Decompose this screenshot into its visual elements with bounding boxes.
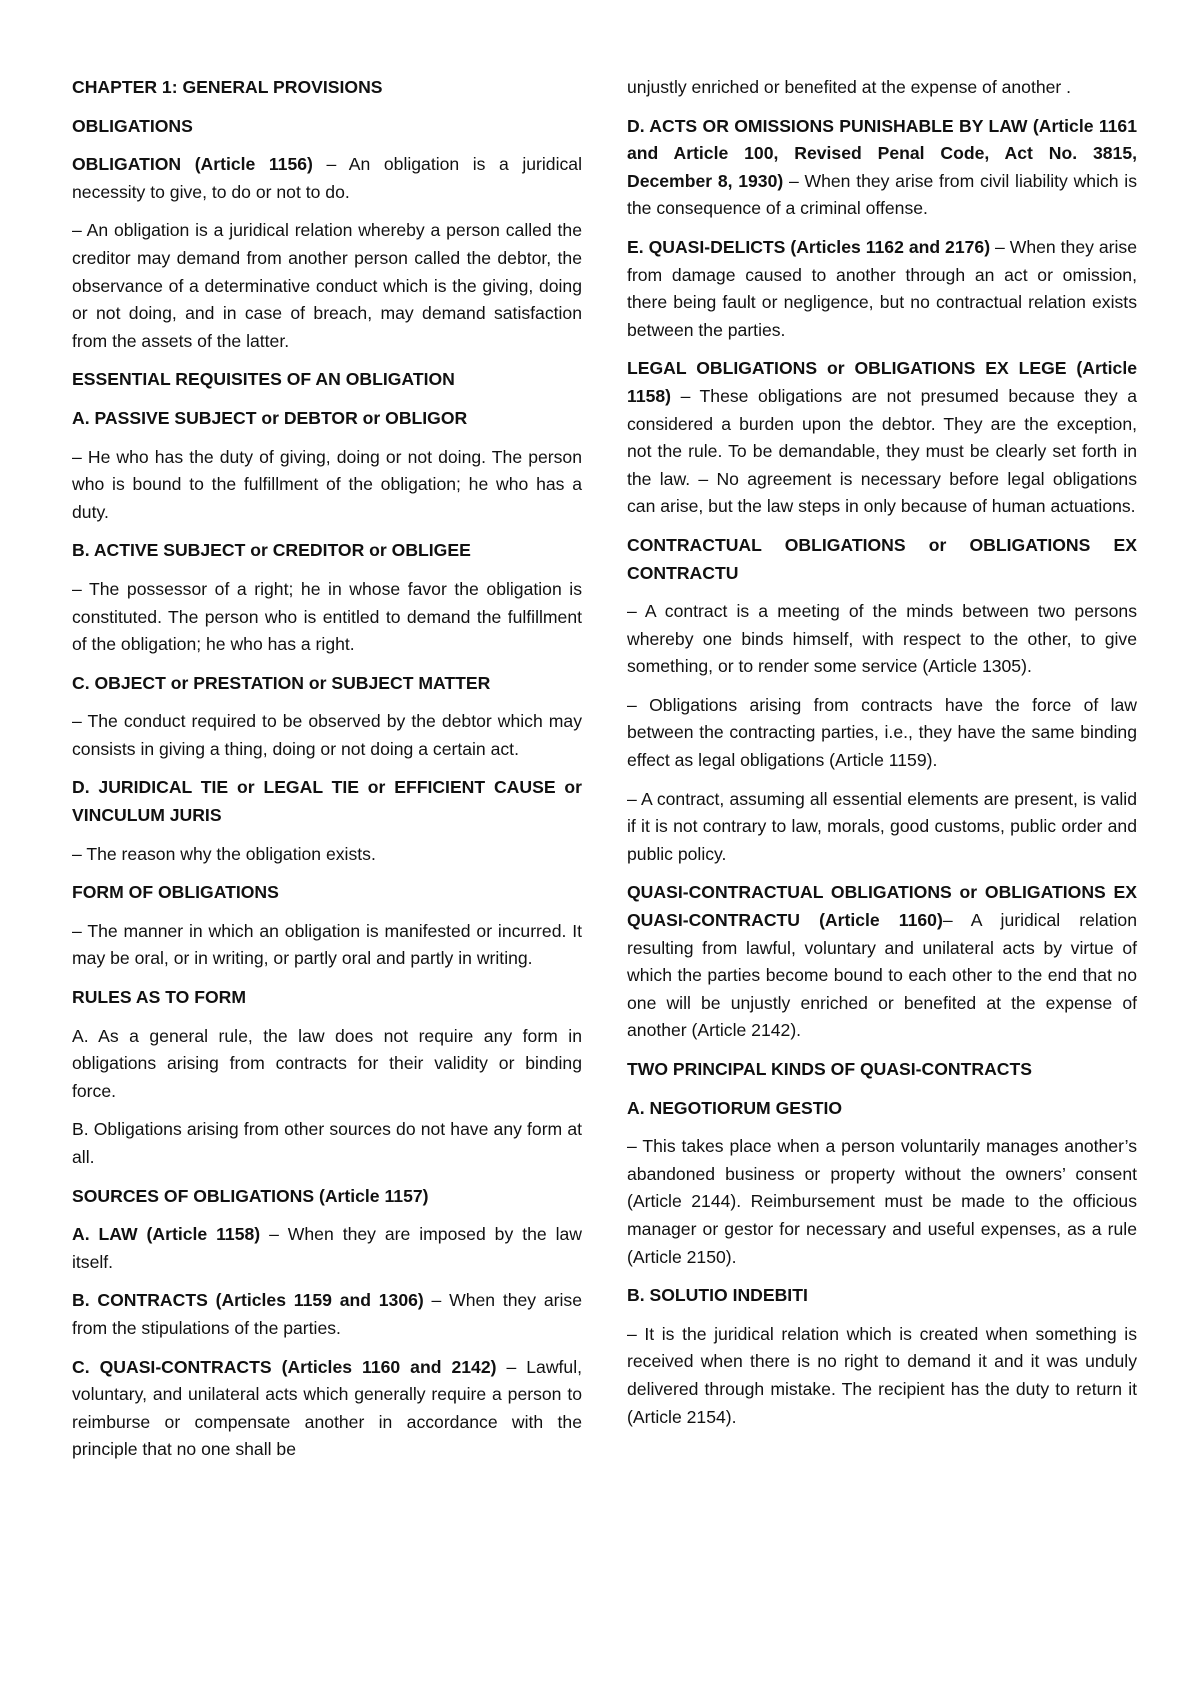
rules-a-text: A. As a general rule, the law does not require any form in obligations arising from contracts for their validity or binding force. — [72, 1025, 582, 1101]
chapter-title: CHAPTER 1: GENERAL PROVISIONS — [72, 77, 383, 97]
rules-heading: RULES AS TO FORM — [72, 987, 246, 1008]
quasi-contract-kinds-heading: TWO PRINCIPAL KINDS OF QUASI-CONTRACTS — [627, 1059, 1032, 1079]
solutio-indebiti-heading: B. SOLUTIO INDEBITI — [627, 1285, 808, 1306]
source-quasi-delicts-text: – When they arise from damage caused to another through an act or omission, there being fault or negligence, but no contractual relation exists between the parties. — [627, 236, 1137, 340]
source-quasi-delicts — [627, 234, 1137, 344]
sources-heading: SOURCES OF OBLIGATIONS (Article 1157) — [72, 1185, 429, 1206]
passive-subject-heading: A. PASSIVE SUBJECT or DEBTOR or OBLIGOR — [72, 407, 468, 428]
left-column — [72, 74, 582, 1475]
active-subject-text: – The possessor of a right; he in whose favor the obligation is constituted. The person who is entitled to demand the fulfillment of the obligation; he who has a right. — [72, 578, 582, 655]
contract-validity: – A contract, assuming all essential elements are present, is valid if it is not contrary to law, morals, good customs, public order and public policy. — [627, 788, 1137, 864]
quasi-contractual-obligations-text: – A juridical relation resulting from lawful, voluntary and unilateral acts by virtue of which the parties become bound to each other to the end that no one will be unjustly enriched or benefited at the expense of another (Article 2142). — [627, 910, 1137, 1041]
object-text: – The conduct required to be observed by the debtor which may consists in giving a thing, doing or not doing a certain act. — [72, 711, 582, 759]
source-acts-omissions — [627, 113, 1137, 223]
source-quasi-delicts-label: E. QUASI-DELICTS (Articles 1162 and 2176) — [627, 236, 991, 257]
quasi-contractual-obligations — [627, 879, 1137, 1045]
object-heading: C. OBJECT or PRESTATION or SUBJECT MATTER — [72, 672, 491, 693]
negotiorum-gestio-text: – This takes place when a person voluntarily manages another’s abandoned business or property without the owners’ consent (Article 2144). Reimbursement must be made to the officious manager or gestor for necessary and useful expenses, as a rule (Article 2150). — [627, 1136, 1137, 1267]
source-law — [72, 1221, 582, 1276]
quasi-contractual-obligations-label: QUASI-CONTRACTUAL OBLIGATIONS or OBLIGATIONS EX QUASI-CONTRACTU (Article 1160) — [627, 882, 1137, 931]
obligation-definition — [72, 151, 582, 206]
legal-obligations — [627, 355, 1137, 521]
source-law-text: – When they are imposed by the law itself. — [72, 1224, 582, 1272]
source-contracts-text: – When they arise from the stipulations of the parties. — [72, 1290, 583, 1338]
source-contracts-label: B. CONTRACTS (Articles 1159 and 1306) — [72, 1290, 424, 1311]
source-quasi-contracts — [72, 1354, 582, 1464]
rules-b-text: B. Obligations arising from other sources do not have any form at all. — [72, 1119, 582, 1167]
juridical-tie-text: – The reason why the obligation exists. — [72, 843, 376, 864]
source-quasi-contracts-label: C. QUASI-CONTRACTS (Articles 1160 and 2142) — [72, 1356, 497, 1377]
solutio-indebiti-text: – It is the juridical relation which is created when something is received when there is no right to demand it and it was unduly delivered through mistake. The recipient has the duty to return it (Article 2154). — [627, 1323, 1137, 1427]
juridical-tie-heading: D. JURIDICAL TIE or LEGAL TIE or EFFICIENT CAUSE or VINCULUM JURIS — [72, 777, 582, 826]
legal-obligations-text: – These obligations are not presumed because they a considered a burden upon the debtor. They are the exception, not the rule. To be demandable, they must be clearly set forth in the law. – No agreement is necessary before legal obligations can arise, but the law steps in only because of human actuations. — [627, 385, 1137, 517]
contract-force-of-law: – Obligations arising from contracts have the force of law between the contracting parties, i.e., they have the same binding effect as legal obligations (Article 1159). — [627, 694, 1137, 771]
source-acts-omissions-label: D. ACTS OR OMISSIONS PUNISHABLE BY LAW (Article 1161 and Article 100, Revised Penal Code, Act No. 3815, December 8, 1930) — [627, 115, 1137, 191]
obligations-heading: OBLIGATIONS — [72, 115, 193, 136]
passive-subject-text: – He who has the duty of giving, doing or not doing. The person who is bound to the fulfillment of the obligation; he who has a duty. — [72, 446, 582, 522]
form-heading: FORM OF OBLIGATIONS — [72, 882, 279, 903]
contractual-obligations-heading: CONTRACTUAL OBLIGATIONS or OBLIGATIONS EX CONTRACTU — [627, 534, 1137, 583]
requisites-heading: ESSENTIAL REQUISITES OF AN OBLIGATION — [72, 369, 455, 390]
source-quasi-contracts-text: – Lawful, voluntary, and unilateral acts which generally require a person to reimburse or compensate another in accordance with the principle that no one shall be — [72, 1356, 582, 1460]
right-column — [627, 74, 1137, 1442]
quasi-contracts-continued: unjustly enriched or benefited at the expense of another . — [627, 77, 1072, 97]
source-law-label: A. LAW (Article 1158) — [72, 1224, 261, 1245]
obligation-relation-paragraph: – An obligation is a juridical relation whereby a person called the creditor may demand from another person called the debtor, the observance of a determinative conduct which is the giving, doing or not doing, and in case of breach, may demand satisfaction from the assets of the latter. — [72, 220, 582, 351]
active-subject-heading: B. ACTIVE SUBJECT or CREDITOR or OBLIGEE — [72, 540, 471, 561]
obligation-definition-text: – An obligation is a juridical necessity to give, to do or not to do. — [72, 154, 582, 202]
contract-definition: – A contract is a meeting of the minds between two persons whereby one binds himself, with respect to the other, to give something, or to render some service (Article 1305). — [627, 601, 1137, 677]
obligation-definition-label: OBLIGATION (Article 1156) — [72, 154, 313, 175]
source-contracts — [72, 1287, 582, 1342]
form-text: – The manner in which an obligation is manifested or incurred. It may be oral, or in writing, or partly oral and partly in writing. — [72, 920, 582, 969]
source-acts-omissions-text: – When they arise from civil liability which is the consequence of a criminal offense. — [627, 170, 1137, 219]
negotiorum-gestio-heading: A. NEGOTIORUM GESTIO — [627, 1097, 843, 1118]
legal-obligations-label: LEGAL OBLIGATIONS or OBLIGATIONS EX LEGE (Article 1158) — [627, 358, 1137, 406]
